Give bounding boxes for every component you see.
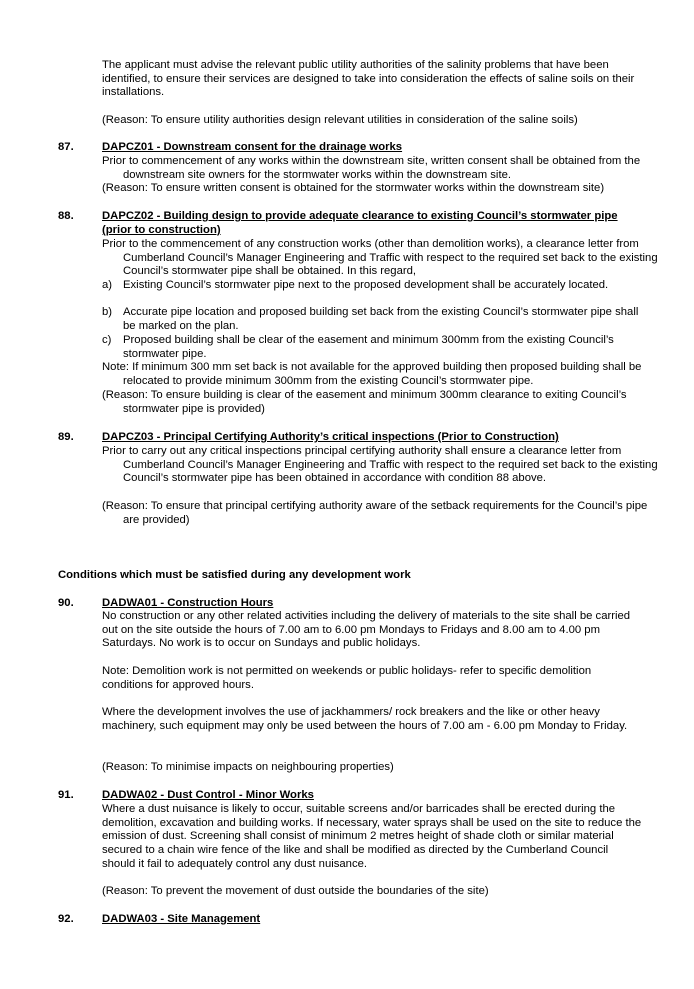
condition-89-number: 89. bbox=[58, 431, 74, 443]
condition-90-machinery: Where the development involves the use of jackhammers/ rock breakers and the like or other heavy machinery, such equipment may only be used between the hours of 7.00 am - 6.00 pm Monday to Friday. bbox=[102, 706, 628, 732]
item-a-text: Existing Council’s stormwater pipe next to the proposed development shall be accurately located. bbox=[123, 279, 609, 291]
condition-91-number: 91. bbox=[58, 789, 74, 801]
item-a-label: a) bbox=[102, 279, 113, 291]
condition-92-title: DADWA03 - Site Management bbox=[102, 913, 261, 925]
condition-90-text: No construction or any other related activities including the delivery of materials to the site shall be carried out on the site outside the hours of 7.00 am to 6.00 pm Mondays to Fridays and 8.00 am to 4.00 pm Saturdays. No work is to occur on Sundays and public holidays. bbox=[102, 610, 631, 650]
condition-88-item-a bbox=[102, 279, 642, 293]
condition-90-number: 90. bbox=[58, 597, 74, 609]
condition-88-reason: (Reason: To ensure building is clear of the easement and minimum 300mm clearance to exiting Council’s stormwater pipe is provided) bbox=[102, 389, 627, 415]
item-c-text: Proposed building shall be clear of the easement and minimum 300mm from the existing Council’s stormwater pipe. bbox=[123, 334, 614, 360]
condition-89-text: Prior to carry out any critical inspections principal certifying authority shall ensure a clearance letter from Cumberland Council’s Manager Engineering and Traffic with respect to the required set back to the existing Council’s stormwater pipe has been obtained in accordance with condition 88 above. bbox=[102, 445, 658, 485]
condition-88-item-c bbox=[102, 334, 642, 361]
condition-87-title: DAPCZ01 - Downstream consent for the drainage works bbox=[102, 141, 403, 153]
section-heading: Conditions which must be satisfied during any development work bbox=[58, 569, 411, 581]
item-c-label: c) bbox=[102, 334, 112, 346]
condition-87-number: 87. bbox=[58, 141, 74, 153]
condition-88-title: DAPCZ02 - Building design to provide adequate clearance to existing Council’s stormwater pipe (prior to construction) bbox=[102, 210, 618, 236]
condition-91-title: DADWA02 - Dust Control - Minor Works bbox=[102, 789, 314, 801]
condition-87-reason: (Reason: To ensure written consent is obtained for the stormwater works within the downstream site) bbox=[102, 182, 605, 194]
condition-88-item-b bbox=[102, 306, 642, 333]
condition-90-note: Note: Demolition work is not permitted on weekends or public holidays- refer to specific demolition conditions for approved hours. bbox=[102, 665, 592, 691]
salinity-paragraph: The applicant must advise the relevant public utility authorities of the salinity problems that have been identified, to ensure their services are designed to take into consideration the effects of saline soils on their installations. bbox=[102, 59, 635, 99]
condition-88-number: 88. bbox=[58, 210, 74, 222]
item-b-label: b) bbox=[102, 306, 113, 318]
condition-92-number: 92. bbox=[58, 913, 74, 925]
condition-89-title: DAPCZ03 - Principal Certifying Authority’s critical inspections (Prior to Construction) bbox=[102, 431, 559, 443]
condition-91-reason: (Reason: To prevent the movement of dust outside the boundaries of the site) bbox=[102, 885, 489, 897]
condition-90-reason: (Reason: To minimise impacts on neighbouring properties) bbox=[102, 761, 394, 773]
condition-90-title: DADWA01 - Construction Hours bbox=[102, 597, 274, 609]
condition-88-text: Prior to the commencement of any construction works (other than demolition works), a clearance letter from Cumberland Council’s Manager Engineering and Traffic with respect to the required set back to the existing Council’s stormwater pipe shall be obtained. In this regard, bbox=[102, 238, 658, 278]
condition-87-text: Prior to commencement of any works within the downstream site, written consent shall be obtained from the downstream site owners for the stormwater works within the downstream site. bbox=[102, 155, 641, 181]
item-b-text: Accurate pipe location and proposed building set back from the existing Council’s stormwater pipe shall be marked on the plan. bbox=[123, 306, 639, 332]
condition-89-reason: (Reason: To ensure that principal certifying authority aware of the setback requirements for the Council’s pipe are provided) bbox=[102, 500, 648, 526]
condition-91-text: Where a dust nuisance is likely to occur, suitable screens and/or barricades shall be erected during the demolition, excavation and building works. If necessary, water sprays shall be used on the site to reduce the emission of dust. Screening shall consist of minimum 2 metres height of shade cloth or similar material secured to a chain wire fence of the like and shall be modified as directed by the Cumberland Council should it fail to adequately control any dust nuisance. bbox=[102, 803, 642, 870]
salinity-reason: (Reason: To ensure utility authorities design relevant utilities in consideration of the saline soils) bbox=[102, 114, 578, 126]
condition-88-note: Note: If minimum 300 mm set back is not available for the approved building then proposed building shall be relocated to provide minimum 300mm from the existing Council’s stormwater pipe. bbox=[102, 361, 642, 387]
